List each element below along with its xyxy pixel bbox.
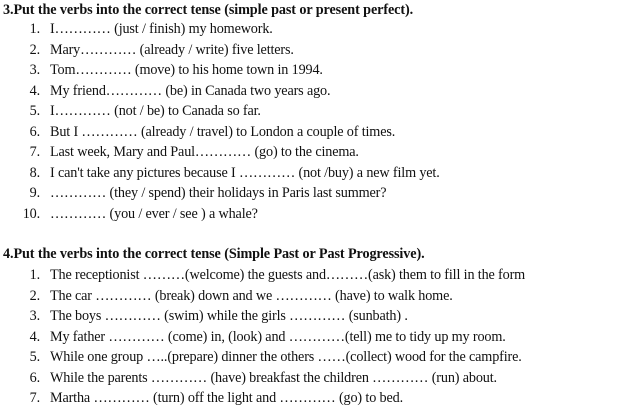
- item-text: ………… (you / ever / see ) a whale?: [50, 205, 258, 222]
- item-text: I can't take any pictures because I ………… (not /buy) a new film yet.: [50, 164, 440, 181]
- item-number: 2.: [29, 287, 40, 304]
- item-number: 5.: [29, 349, 40, 365]
- item-text: The car ………… (break) down and we ………… (have) to walk home.: [50, 287, 453, 304]
- item-number: 3.: [29, 62, 40, 78]
- item-text: My father ………… (come) in, (look) and …………(tell) me to tidy up my room.: [50, 328, 506, 345]
- item-number: 8.: [29, 164, 40, 181]
- item-number: 9.: [29, 185, 40, 201]
- section-4-heading: 4.Put the verbs into the correct tense (Simple Past or Past Progressive).: [3, 246, 425, 262]
- section-3-heading: 3.Put the verbs into the correct tense (simple past or present perfect).: [3, 2, 414, 18]
- item-number: 2.: [29, 41, 40, 58]
- item-number: 1.: [29, 21, 40, 37]
- item-text: My friend………… (be) in Canada two years ago.: [50, 82, 331, 99]
- item-number: 4.: [29, 328, 40, 345]
- item-number: 4.: [29, 82, 40, 99]
- item-text: But I ………… (already / travel) to London a couple of times.: [50, 123, 396, 140]
- item-number: 6.: [29, 369, 40, 386]
- item-number: 6.: [29, 123, 40, 140]
- item-number: 7.: [29, 144, 40, 160]
- item-text: While the parents ………… (have) breakfast the children ………… (run) about.: [50, 369, 497, 386]
- item-number: 5.: [29, 103, 40, 119]
- item-text: The receptionist ………(welcome) the guests and………(ask) them to fill in the form: [50, 267, 526, 283]
- item-number: 1.: [29, 267, 40, 283]
- item-text: Mary………… (already / write) five letters.: [50, 41, 294, 58]
- item-number: 3.: [29, 308, 40, 324]
- item-number: 7.: [29, 390, 40, 406]
- item-text: I………… (just / finish) my homework.: [50, 21, 273, 37]
- item-text: While one group …..(prepare) dinner the others ……(collect) wood for the campfire.: [50, 349, 522, 365]
- item-text: Last week, Mary and Paul………… (go) to the cinema.: [50, 144, 359, 160]
- item-text: Tom………… (move) to his home town in 1994.: [50, 62, 323, 78]
- item-number: 10.: [22, 205, 40, 222]
- item-text: The boys ………… (swim) while the girls ………… (sunbath) .: [50, 308, 408, 324]
- item-text: ………… (they / spend) their holidays in Paris last summer?: [50, 185, 387, 201]
- item-text: I………… (not / be) to Canada so far.: [50, 103, 261, 119]
- item-text: Martha ………… (turn) off the light and ………… (go) to bed.: [50, 390, 403, 406]
